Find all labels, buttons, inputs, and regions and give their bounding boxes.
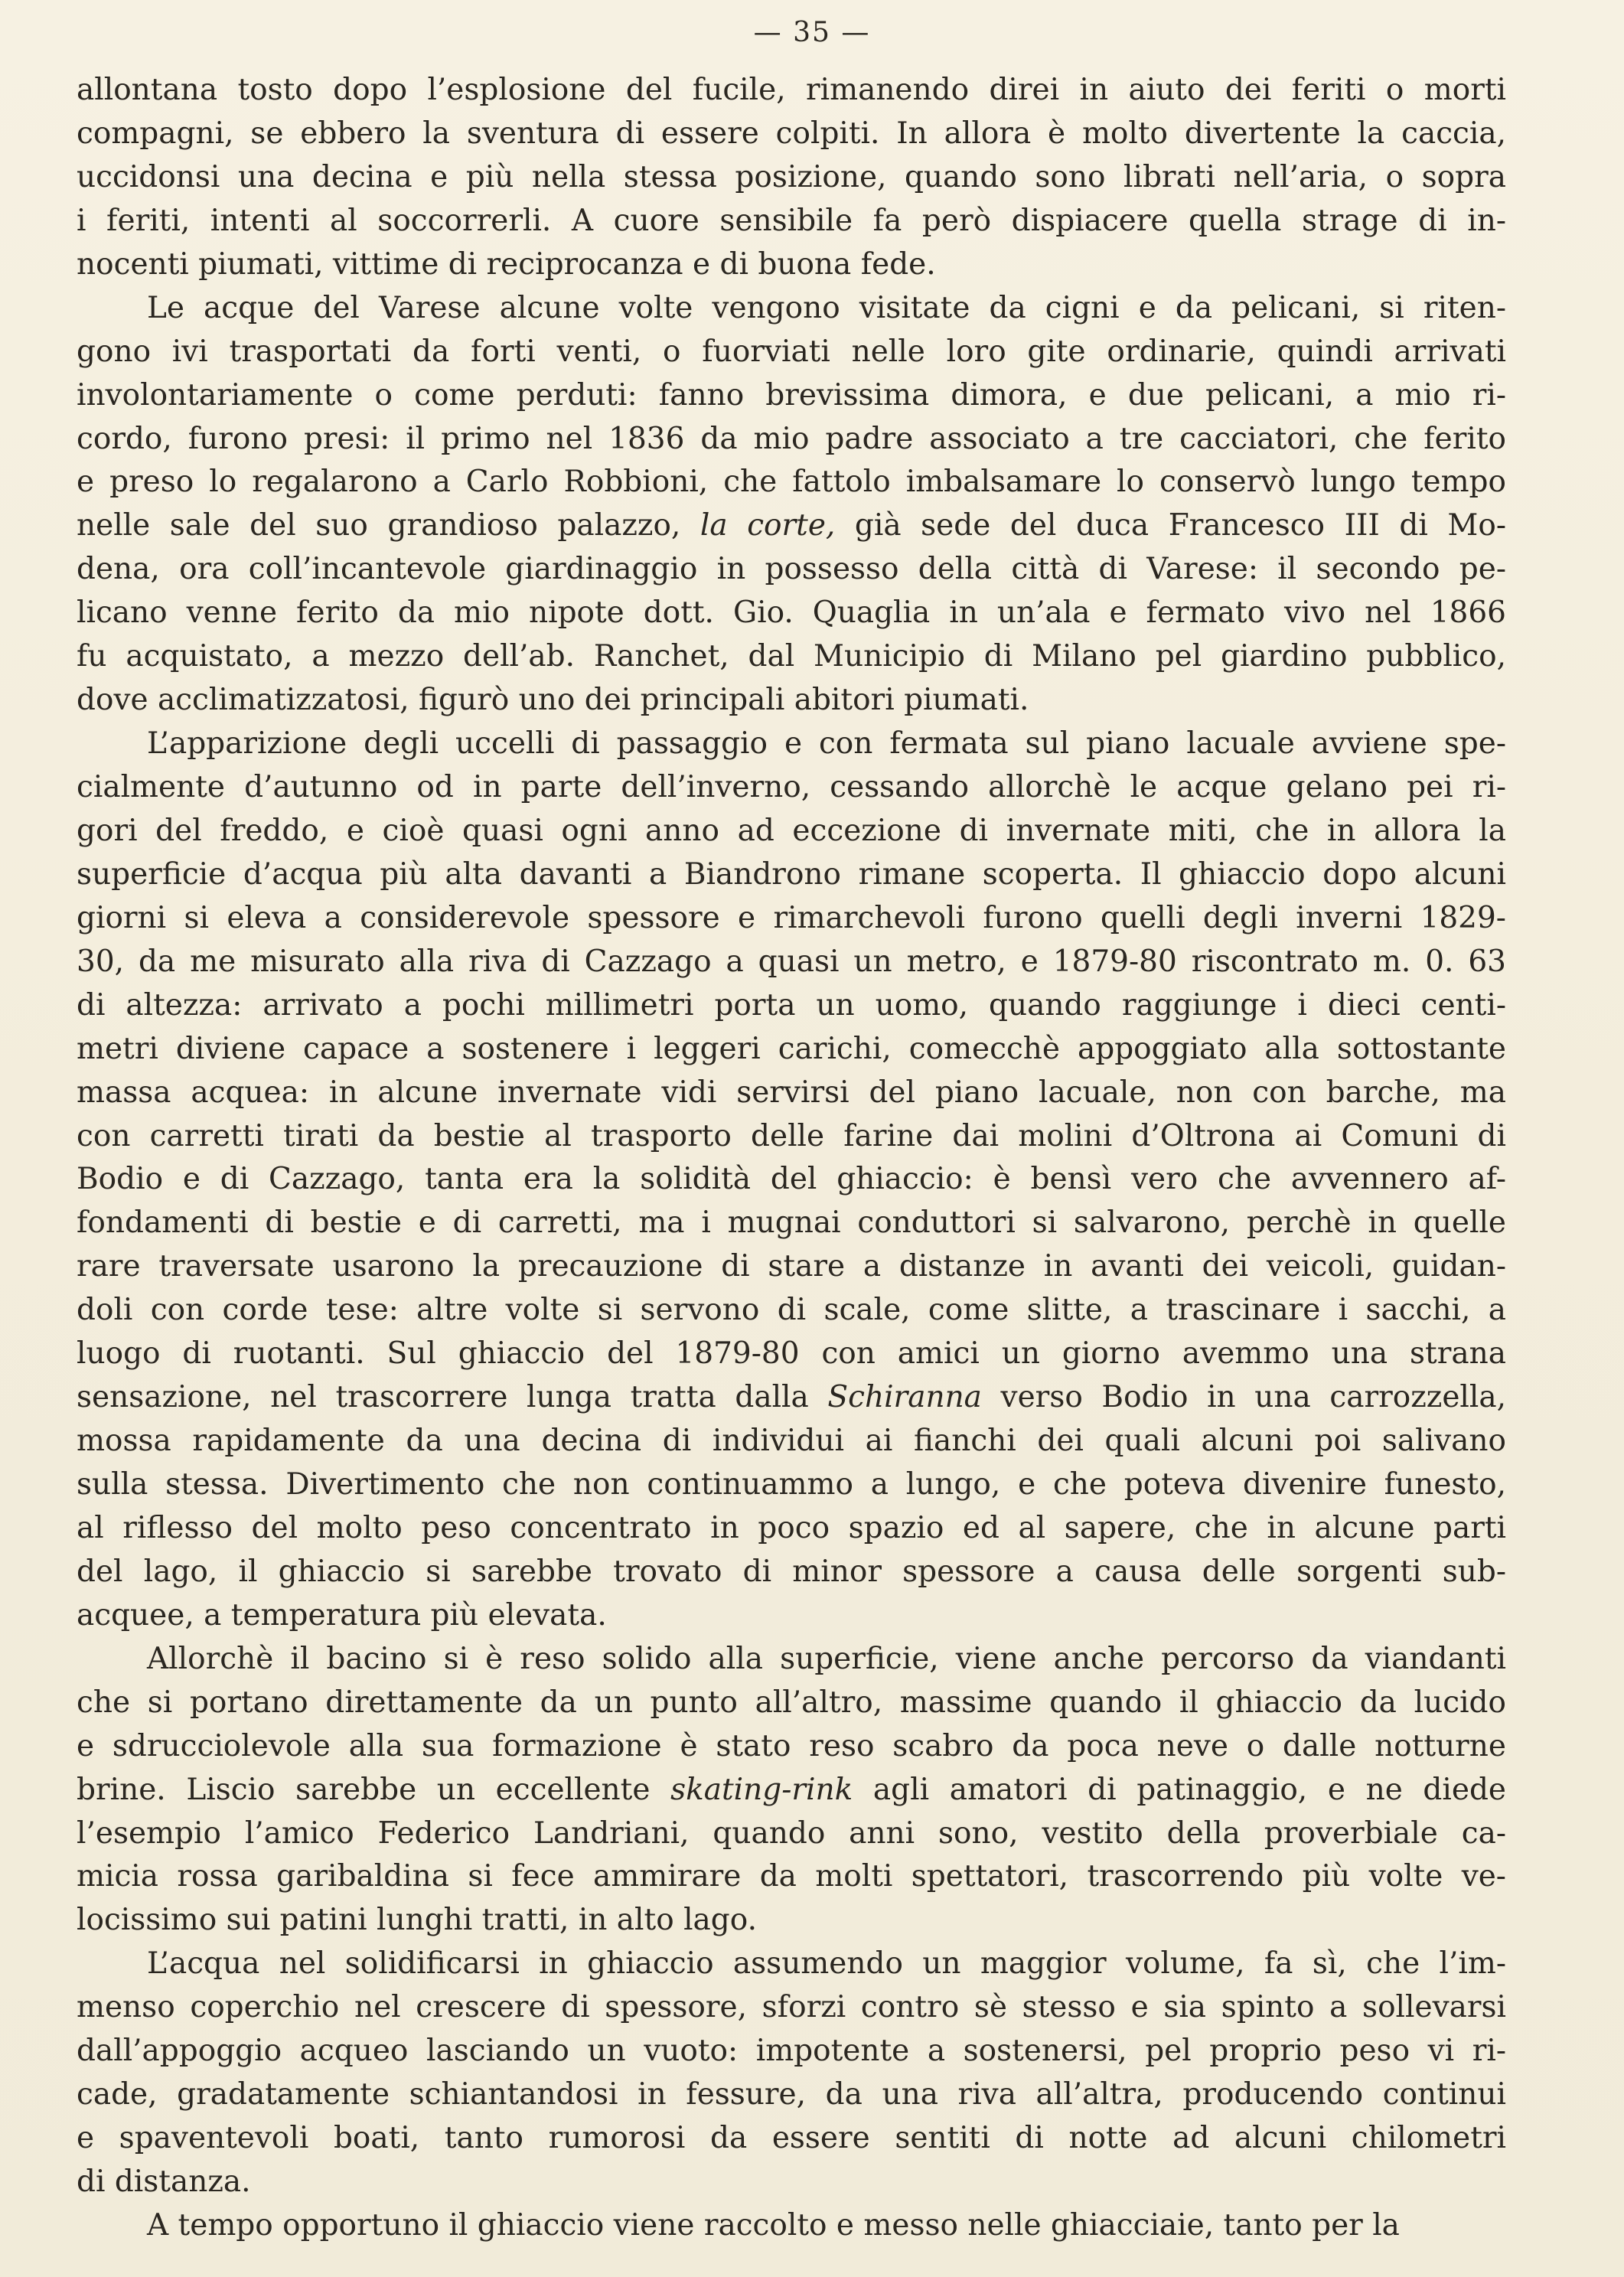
text-span: Le acque del Varese alcune volte vengono visitate da cigni e da pelicani, si riten- xyxy=(147,290,1506,325)
text-line xyxy=(77,1594,1506,1638)
text-span: massa acquea: in alcune invernate vidi servirsi del piano lacuale, non con barche, ma xyxy=(77,1075,1506,1110)
text-line xyxy=(77,548,1506,592)
text-span: rare traversate usarono la precauzione di stare a distanze in avanti dei veicoli, guidan- xyxy=(77,1249,1506,1284)
text-span: licano venne ferito da mio nipote dott. Gio. Quaglia in un’ala e fermato vivo nel 1866 xyxy=(77,595,1506,631)
text-span: involontariamente o come perduti: fanno brevissima dimora, e due pelicani, a mio ri- xyxy=(77,377,1506,413)
text-line xyxy=(77,156,1506,200)
text-span: cialmente d’autunno od in parte dell’inverno, cessando allorchè le acque gelano pei ri- xyxy=(77,770,1506,804)
text-span: mossa rapidamente da una decina di individui ai fianchi dei quali alcuni poi salivano xyxy=(77,1424,1506,1459)
text-line xyxy=(77,679,1506,723)
text-line xyxy=(77,897,1506,941)
text-line xyxy=(77,2117,1506,2161)
text-line xyxy=(77,1376,1506,1420)
text-span: fu acquistato, a mezzo dell’ab. Ranchet, dal Municipio di Milano pel giardino pubblico, xyxy=(77,639,1506,674)
text-line xyxy=(77,200,1506,243)
text-line xyxy=(77,461,1506,504)
text-span: menso coperchio nel crescere di spessore, sforzi contro sè stesso e sia spinto a sollevarsi xyxy=(77,1990,1506,2025)
text-line xyxy=(77,1463,1506,1507)
text-line xyxy=(77,1072,1506,1115)
text-line xyxy=(77,810,1506,853)
italic-text: skating-rink xyxy=(670,1772,853,1807)
text-line xyxy=(77,723,1506,766)
text-span: del lago, il ghiaccio si sarebbe trovato di minor spessore a causa delle sorgenti sub- xyxy=(77,1554,1506,1589)
text-span: cordo, furono presi: il primo nel 1836 da mio padre associato a tre cacciatori, che ferito xyxy=(77,421,1506,456)
text-span: allontana tosto dopo l’esplosione del fucile, rimanendo direi in aiuto dei feriti o morti xyxy=(77,73,1506,107)
text-line xyxy=(77,2030,1506,2073)
text-span: di altezza: arrivato a pochi millimetri porta un uomo, quando raggiunge i dieci centi- xyxy=(77,987,1506,1023)
text-span: L’apparizione degli uccelli di passaggio e con fermata sul piano lacuale avviene spe- xyxy=(147,726,1506,762)
text-line xyxy=(77,1507,1506,1551)
body-text xyxy=(77,69,1506,2248)
text-span: acquee, a temperatura più elevata. xyxy=(77,1597,607,1633)
text-span: L’acqua nel solidificarsi in ghiaccio assumendo un maggior volume, fa sì, che l’im- xyxy=(147,1946,1506,1982)
text-line xyxy=(77,287,1506,331)
text-span: sulla stessa. Divertimento che non continuammo a lungo, e che poteva divenire funesto, xyxy=(77,1467,1506,1502)
text-span: l’esempio l’amico Federico Landriani, quando anni sono, vestito della proverbiale ca- xyxy=(77,1815,1506,1851)
text-span: dove acclimatizzatosi, figurò uno dei principali abitori piumati. xyxy=(77,683,1029,718)
text-span: compagni, se ebbero la sventura di essere colpiti. In allora è molto divertente la caccia, xyxy=(77,116,1506,151)
text-line xyxy=(77,1289,1506,1333)
text-span: i feriti, intenti al soccorrerli. A cuore sensibile fa però dispiacere quella strage di in- xyxy=(77,203,1506,238)
text-line xyxy=(77,941,1506,984)
text-line xyxy=(77,504,1506,548)
text-line xyxy=(77,1158,1506,1202)
text-span: fondamenti di bestie e di carretti, ma i mugnai conduttori si salvarono, perchè in quelle xyxy=(77,1205,1506,1241)
text-span: dall’appoggio acqueo lasciando un vuoto: impotente a sostenersi, pel proprio peso vi ri- xyxy=(77,2034,1506,2069)
text-span: brine. Liscio sarebbe un eccellente xyxy=(77,1772,671,1807)
text-span: con carretti tirati da bestie al trasporto delle farine dai molini d’Oltrona ai Comuni di xyxy=(77,1118,1506,1153)
text-line xyxy=(77,1943,1506,1986)
text-line xyxy=(77,1028,1506,1072)
text-span: nelle sale del suo grandioso palazzo, xyxy=(77,508,700,543)
text-line xyxy=(77,1855,1506,1899)
text-span: e spaventevoli boati, tanto rumorosi da essere sentiti di notte ad alcuni chilometri xyxy=(77,2121,1506,2156)
text-line xyxy=(77,1769,1506,1812)
text-line xyxy=(77,1202,1506,1245)
text-span: superficie d’acqua più alta davanti a Biandrono rimane scoperta. Il ghiaccio dopo alcuni xyxy=(77,856,1506,892)
text-line xyxy=(77,1245,1506,1289)
text-line xyxy=(77,1899,1506,1943)
text-span: verso Bodio in una carrozzella, xyxy=(981,1380,1506,1415)
text-line xyxy=(77,2161,1506,2204)
text-span: cade, gradatamente schiantandosi in fessure, da una riva all’altra, producendo continui xyxy=(77,2077,1506,2112)
text-span: doli con corde tese: altre volte si servono di scale, come slitte, a trascinare i sacchi, a xyxy=(77,1293,1506,1328)
text-line xyxy=(77,69,1506,113)
page-number: — 35 — xyxy=(753,17,871,48)
text-span: locissimo sui patini lunghi tratti, in alto lago. xyxy=(77,1903,757,1938)
italic-text: Schiranna xyxy=(827,1380,982,1415)
text-line xyxy=(77,331,1506,374)
text-line xyxy=(77,1986,1506,2030)
text-line xyxy=(77,1420,1506,1463)
text-span: uccidonsi una decina e più nella stessa posizione, quando sono librati nell’aria, o sopra xyxy=(77,159,1506,194)
text-span: agli amatori di patinaggio, e ne diede xyxy=(853,1772,1506,1807)
text-line xyxy=(77,1638,1506,1682)
text-span: sensazione, nel trascorrere lunga tratta dalla xyxy=(77,1380,828,1415)
text-span: metri diviene capace a sostenere i leggeri carichi, comecchè appoggiato alla sottostante xyxy=(77,1031,1506,1066)
text-line xyxy=(77,1812,1506,1856)
text-span: 30, da me misurato alla riva di Cazzago a quasi un metro, e 1879-80 riscontrato m. 0. 63 xyxy=(77,944,1506,979)
text-span: al riflesso del molto peso concentrato in poco spazio ed al sapere, che in alcune parti xyxy=(77,1510,1506,1545)
text-span: nocenti piumati, vittime di reciprocanza e di buona fede. xyxy=(77,246,936,282)
text-line xyxy=(77,635,1506,679)
text-line xyxy=(77,766,1506,810)
text-span: e preso lo regalarono a Carlo Robbioni, che fattolo imbalsamare lo conservò lungo tempo xyxy=(77,465,1506,500)
text-line xyxy=(77,1682,1506,1725)
text-span: di distanza. xyxy=(77,2164,251,2199)
text-line xyxy=(77,243,1506,287)
text-span: giorni si eleva a considerevole spessore e rimarchevoli furono quelli degli inverni 1829- xyxy=(77,900,1506,935)
text-span: che si portano direttamente da un punto all’altro, massime quando il ghiaccio da lucido xyxy=(77,1685,1506,1720)
text-span: gono ivi trasportati da forti venti, o fuorviati nelle loro gite ordinarie, quindi arrivati xyxy=(77,334,1506,369)
italic-text: la corte, xyxy=(699,508,836,543)
text-line xyxy=(77,1115,1506,1159)
text-line xyxy=(77,1551,1506,1594)
text-line xyxy=(77,113,1506,156)
text-span: A tempo opportuno il ghiaccio viene raccolto e messo nelle ghiacciaie, tanto per la xyxy=(147,2207,1400,2243)
text-line xyxy=(77,853,1506,897)
text-span: Allorchè il bacino si è reso solido alla superficie, viene anche percorso da viandanti xyxy=(147,1641,1506,1676)
text-span: Bodio e di Cazzago, tanta era la solidità del ghiaccio: è bensì vero che avvennero af- xyxy=(77,1162,1506,1197)
text-line xyxy=(77,374,1506,418)
text-line xyxy=(77,592,1506,635)
text-span: gori del freddo, e cioè quasi ogni anno ad eccezione di invernate miti, che in allora la xyxy=(77,813,1506,848)
text-span: micia rossa garibaldina si fece ammirare da molti spettatori, trascorrendo più volte ve- xyxy=(77,1859,1506,1894)
text-line xyxy=(77,984,1506,1028)
text-span: e sdrucciolevole alla sua formazione è stato reso scabro da poca neve o dalle notturne xyxy=(77,1728,1506,1763)
text-line xyxy=(77,2204,1506,2248)
text-line xyxy=(77,1725,1506,1769)
text-span: già sede del duca Francesco III di Mo- xyxy=(835,508,1506,543)
text-span: dena, ora coll’incantevole giardinaggio in possesso della città di Varese: il secondo pe- xyxy=(77,552,1506,587)
text-line xyxy=(77,2073,1506,2117)
text-line xyxy=(77,418,1506,462)
text-span: luogo di ruotanti. Sul ghiaccio del 1879-80 con amici un giorno avemmo una strana xyxy=(77,1336,1506,1372)
text-line xyxy=(77,1333,1506,1376)
